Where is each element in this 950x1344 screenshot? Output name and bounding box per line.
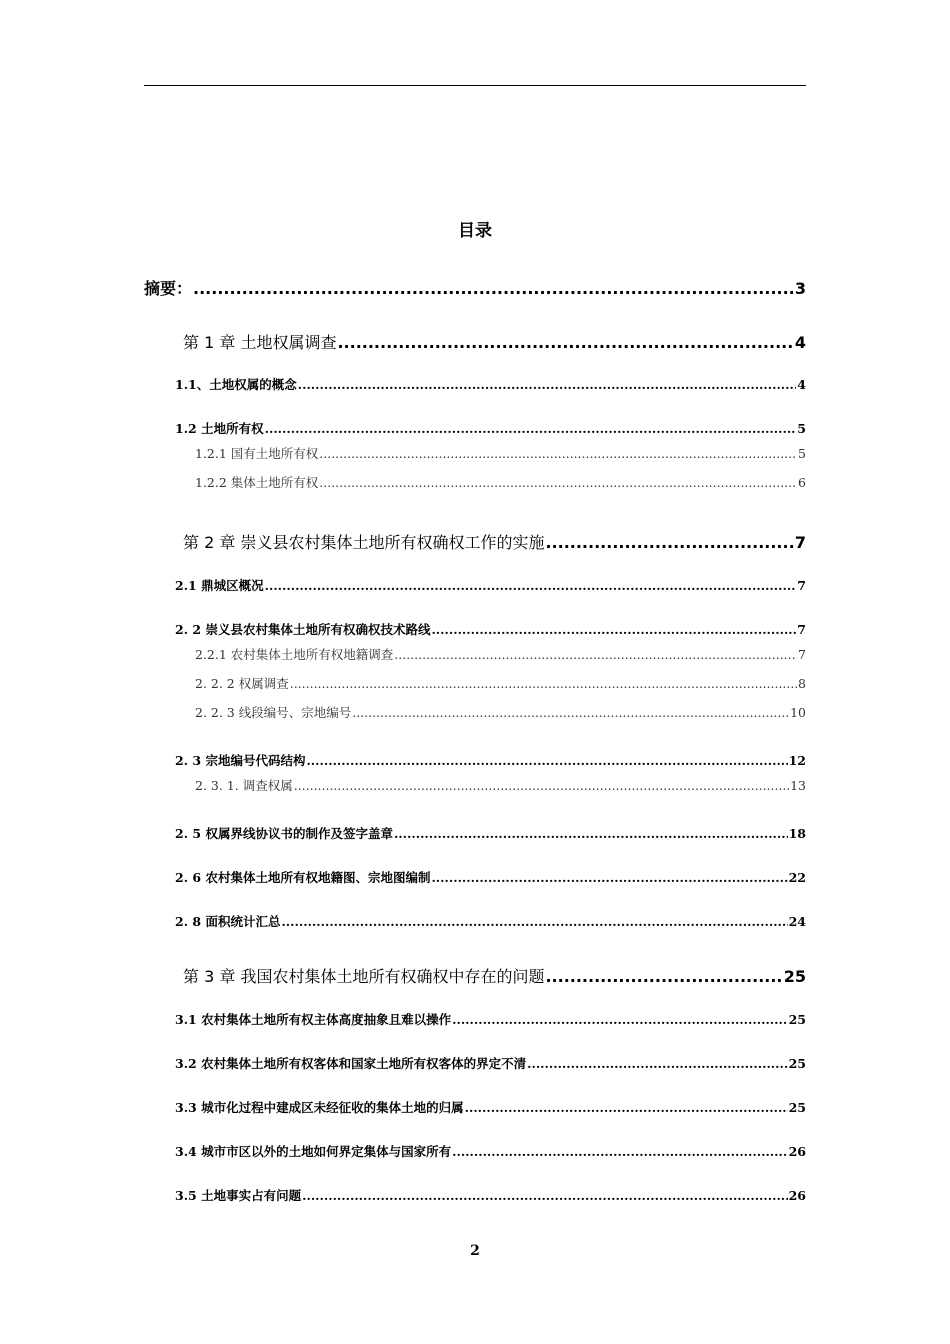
dot-leader [431, 870, 787, 885]
toc-entry-section-2-1[interactable] [175, 576, 806, 594]
toc-entry-label: 3.5 土地事实占有问题 [175, 1188, 302, 1203]
toc-entry-subsection-1-2-1[interactable] [195, 444, 806, 462]
toc-entry-page: 12 [788, 753, 806, 768]
toc-entry-label: 1.2.1 国有土地所有权 [195, 446, 319, 461]
toc-entry-page: 7 [797, 578, 806, 593]
toc-entry-page: 4 [797, 377, 806, 392]
toc-entry-section-2-5[interactable] [175, 824, 806, 842]
toc-entry-section-1-1[interactable] [175, 375, 806, 393]
toc-entry-page: 13 [790, 778, 806, 793]
header-rule [144, 85, 806, 86]
dot-leader [306, 753, 787, 768]
toc-entry-page: 5 [797, 421, 806, 436]
toc-entry-label: 第 1 章 土地权属调查 [183, 333, 337, 352]
toc-entry-label: 摘要： [144, 279, 193, 298]
dot-leader [294, 778, 789, 793]
toc-entry-page: 25 [788, 1100, 806, 1115]
toc-entry-page: 3 [794, 279, 806, 298]
dot-leader [545, 533, 793, 552]
toc-entry-page: 25 [788, 1012, 806, 1027]
dot-leader [265, 421, 797, 436]
toc-entry-label: 第 3 章 我国农村集体土地所有权确权中存在的问题 [183, 967, 545, 986]
toc-entry-chapter-3[interactable] [183, 964, 806, 987]
toc-entry-section-2-8[interactable] [175, 912, 806, 930]
dot-leader [431, 622, 796, 637]
toc-entry-page: 4 [794, 333, 806, 352]
toc-entry-label: 2.1 鼎城区概况 [175, 578, 264, 593]
dot-leader [281, 914, 787, 929]
toc-entry-page: 22 [788, 870, 806, 885]
dot-leader [452, 1012, 787, 1027]
toc-title: 目录 [458, 221, 492, 241]
toc-entry-section-2-3[interactable] [175, 751, 806, 769]
toc-entry-label: 2. 3. 1. 调查权属 [195, 778, 293, 793]
toc-entry-page: 25 [783, 967, 806, 986]
toc-entry-label: 1.2 土地所有权 [175, 421, 264, 436]
dot-leader [465, 1100, 788, 1115]
toc-entry-page: 8 [798, 676, 806, 691]
toc-entry-section-3-4[interactable] [175, 1142, 806, 1160]
toc-entry-page: 7 [798, 647, 806, 662]
toc-entry-page: 26 [788, 1188, 806, 1203]
dot-leader [302, 1188, 787, 1203]
dot-leader [352, 705, 789, 720]
toc-entry-subsection-2-2-1[interactable] [195, 645, 806, 663]
toc-entry-label: 第 2 章 崇义县农村集体土地所有权确权工作的实施 [183, 533, 545, 552]
toc-entry-section-3-5[interactable] [175, 1186, 806, 1204]
toc-entry-label: 3.4 城市市区以外的土地如何界定集体与国家所有 [175, 1144, 452, 1159]
toc-entry-label: 1.1、土地权属的概念 [175, 377, 297, 392]
dot-leader [290, 676, 797, 691]
dot-leader [394, 647, 797, 662]
toc-entry-section-2-6[interactable] [175, 868, 806, 886]
dot-leader [265, 578, 797, 593]
dot-leader [337, 333, 793, 352]
toc-entry-page: 26 [788, 1144, 806, 1159]
toc-entry-page: 6 [798, 475, 806, 490]
dot-leader [193, 279, 794, 298]
toc-entry-section-3-2[interactable] [175, 1054, 806, 1072]
page-number: 2 [470, 1243, 480, 1259]
toc-entry-page: 7 [797, 622, 806, 637]
dot-leader [545, 967, 782, 986]
toc-entry-label: 2. 5 权属界线协议书的制作及签字盖章 [175, 826, 393, 841]
toc-entry-section-2-2[interactable] [175, 620, 806, 638]
toc-entry-subsection-2-2-2[interactable] [195, 674, 806, 692]
toc-entry-label: 3.2 农村集体土地所有权客体和国家土地所有权客体的界定不清 [175, 1056, 527, 1071]
toc-entry-label: 2. 2. 2 权属调查 [195, 676, 289, 691]
toc-entry-page: 7 [794, 533, 806, 552]
toc-entry-label: 1.2.2 集体土地所有权 [195, 475, 319, 490]
dot-leader [452, 1144, 787, 1159]
toc-entry-page: 25 [788, 1056, 806, 1071]
toc-entry-subsection-2-2-3[interactable] [195, 703, 806, 721]
toc-entry-label: 3.3 城市化过程中建成区未经征收的集体土地的归属 [175, 1100, 464, 1115]
toc-entry-page: 10 [790, 705, 806, 720]
toc-entry-label: 2. 2. 3 线段编号、宗地编号 [195, 705, 352, 720]
dot-leader [319, 475, 797, 490]
toc-entry-page: 18 [788, 826, 806, 841]
toc-entry-abstract[interactable] [144, 276, 806, 299]
toc-entry-label: 2. 2 崇义县农村集体土地所有权确权技术路线 [175, 622, 431, 637]
dot-leader [298, 377, 797, 392]
toc-entry-label: 2. 6 农村集体土地所有权地籍图、宗地图编制 [175, 870, 431, 885]
toc-entry-page: 24 [788, 914, 806, 929]
toc-entry-section-3-3[interactable] [175, 1098, 806, 1116]
toc-entry-page: 5 [798, 446, 806, 461]
toc-entry-chapter-2[interactable] [183, 530, 806, 553]
toc-entry-subsection-2-3-1[interactable] [195, 776, 806, 794]
dot-leader [394, 826, 788, 841]
toc-entry-subsection-1-2-2[interactable] [195, 473, 806, 491]
dot-leader [319, 446, 797, 461]
toc-entry-label: 2.2.1 农村集体土地所有权地籍调查 [195, 647, 394, 662]
toc-entry-chapter-1[interactable] [183, 330, 806, 353]
toc-entry-label: 2. 3 宗地编号代码结构 [175, 753, 306, 768]
toc-entry-label: 3.1 农村集体土地所有权主体高度抽象且难以操作 [175, 1012, 452, 1027]
toc-entry-label: 2. 8 面积统计汇总 [175, 914, 281, 929]
toc-entry-section-1-2[interactable] [175, 419, 806, 437]
dot-leader [527, 1056, 787, 1071]
toc-entry-section-3-1[interactable] [175, 1010, 806, 1028]
